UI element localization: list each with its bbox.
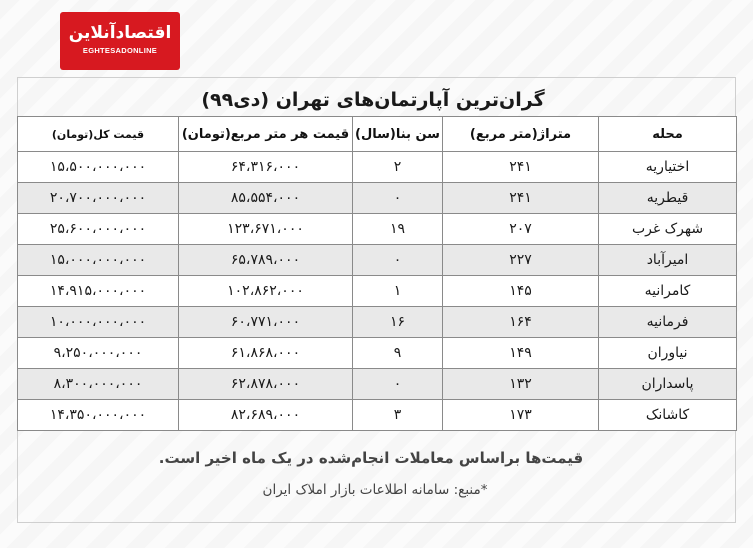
cell-age: ۲ <box>353 152 443 183</box>
cell-age: ۱۹ <box>353 214 443 245</box>
cell-age: ۳ <box>353 400 443 431</box>
cell-age: ۰ <box>353 369 443 400</box>
apartments-table <box>17 116 737 431</box>
cell-size: ۱۴۹ <box>443 338 599 369</box>
table-row <box>18 338 737 369</box>
cell-size: ۱۶۴ <box>443 307 599 338</box>
table-row <box>18 307 737 338</box>
table-row <box>18 183 737 214</box>
brand-logo <box>60 12 180 70</box>
cell-area: قیطریه <box>599 183 737 214</box>
table-row <box>18 245 737 276</box>
cell-area: امیرآباد <box>599 245 737 276</box>
table-row <box>18 369 737 400</box>
logo-text-fa: اقتصادآنلاین <box>68 23 172 43</box>
cell-total: ۱۴،۹۱۵،۰۰۰،۰۰۰ <box>18 276 179 307</box>
cell-area: نیاوران <box>599 338 737 369</box>
cell-age: ۰ <box>353 245 443 276</box>
cell-price-per-m2: ۶۵،۷۸۹،۰۰۰ <box>179 245 353 276</box>
cell-area: شهرک غرب <box>599 214 737 245</box>
cell-total: ۱۵،۰۰۰،۰۰۰،۰۰۰ <box>18 245 179 276</box>
cell-total: ۹،۲۵۰،۰۰۰،۰۰۰ <box>18 338 179 369</box>
cell-total: ۱۴،۳۵۰،۰۰۰،۰۰۰ <box>18 400 179 431</box>
cell-price-per-m2: ۶۲،۸۷۸،۰۰۰ <box>179 369 353 400</box>
cell-size: ۲۴۱ <box>443 183 599 214</box>
header-price-per-m2: قیمت هر متر مربع(تومان) <box>179 117 353 152</box>
cell-size: ۱۳۲ <box>443 369 599 400</box>
cell-area: پاسداران <box>599 369 737 400</box>
cell-area: فرمانیه <box>599 307 737 338</box>
cell-size: ۲۲۷ <box>443 245 599 276</box>
cell-price-per-m2: ۸۵،۵۵۴،۰۰۰ <box>179 183 353 214</box>
cell-price-per-m2: ۱۰۲،۸۶۲،۰۰۰ <box>179 276 353 307</box>
cell-size: ۲۰۷ <box>443 214 599 245</box>
cell-age: ۱۶ <box>353 307 443 338</box>
cell-size: ۱۷۳ <box>443 400 599 431</box>
cell-area: کاشانک <box>599 400 737 431</box>
header-size: متراژ(متر مربع) <box>443 117 599 152</box>
logo-text-en: EGHTESADONLINE <box>82 46 158 55</box>
table-header-row <box>18 117 737 152</box>
cell-age: ۱ <box>353 276 443 307</box>
note-source: *منبع: سامانه اطلاعات بازار املاک ایران <box>262 482 488 498</box>
cell-total: ۸،۳۰۰،۰۰۰،۰۰۰ <box>18 369 179 400</box>
cell-age: ۹ <box>353 338 443 369</box>
note-prices-basis: قیمت‌ها براساس معاملات انجام‌شده در یک ماه اخیر است. <box>158 449 584 467</box>
header-age: سن بنا(سال) <box>353 117 443 152</box>
cell-total: ۲۵،۶۰۰،۰۰۰،۰۰۰ <box>18 214 179 245</box>
cell-size: ۱۴۵ <box>443 276 599 307</box>
cell-price-per-m2: ۶۴،۳۱۶،۰۰۰ <box>179 152 353 183</box>
cell-area: کامرانیه <box>599 276 737 307</box>
header-total: قیمت کل(تومان) <box>18 117 179 152</box>
cell-price-per-m2: ۸۲،۶۸۹،۰۰۰ <box>179 400 353 431</box>
table-row <box>18 276 737 307</box>
table-row <box>18 214 737 245</box>
header-area: محله <box>599 117 737 152</box>
cell-price-per-m2: ۶۰،۷۷۱،۰۰۰ <box>179 307 353 338</box>
cell-age: ۰ <box>353 183 443 214</box>
table-row <box>18 152 737 183</box>
cell-total: ۲۰،۷۰۰،۰۰۰،۰۰۰ <box>18 183 179 214</box>
cell-area: اختیاریه <box>599 152 737 183</box>
cell-price-per-m2: ۱۲۳،۶۷۱،۰۰۰ <box>179 214 353 245</box>
cell-total: ۱۰،۰۰۰،۰۰۰،۰۰۰ <box>18 307 179 338</box>
cell-total: ۱۵،۵۰۰،۰۰۰،۰۰۰ <box>18 152 179 183</box>
table-row <box>18 400 737 431</box>
cell-size: ۲۴۱ <box>443 152 599 183</box>
page-title: گران‌ترین آپارتمان‌های تهران (دی۹۹) <box>201 89 545 111</box>
cell-price-per-m2: ۶۱،۸۶۸،۰۰۰ <box>179 338 353 369</box>
